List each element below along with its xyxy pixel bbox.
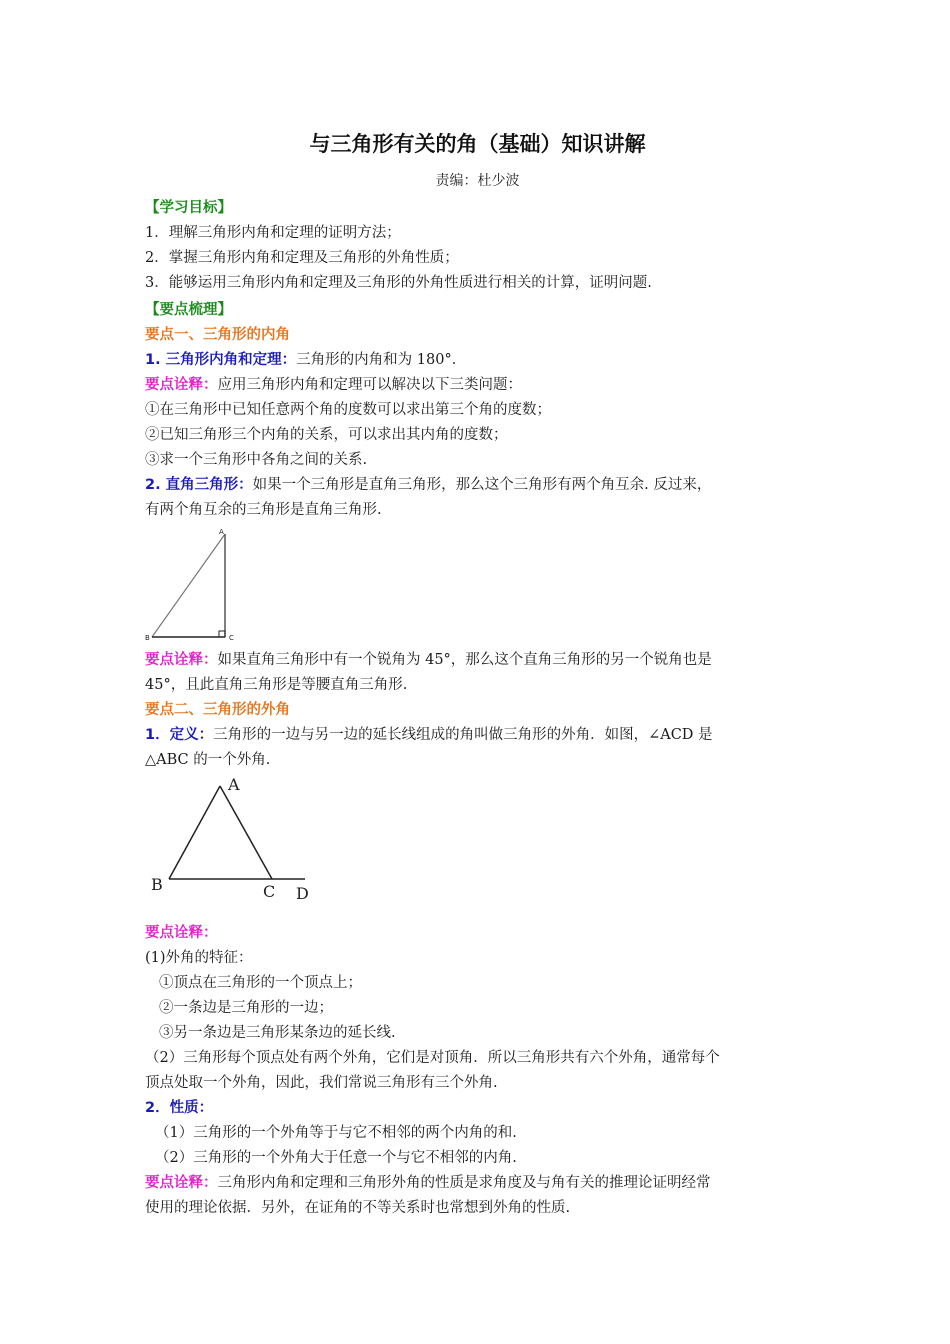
use-item: ②已知三角形三个内角的关系，可以求出其内角的度数； bbox=[145, 427, 508, 443]
vertex-label-a: A bbox=[219, 528, 224, 536]
vertex-label-d: D bbox=[296, 884, 309, 903]
right-triangle-text: 如果一个三角形是直角三角形，那么这个三角形有两个角互余. 反过来， bbox=[252, 477, 712, 493]
vertex-label-b: B bbox=[151, 875, 163, 894]
right-triangle-line bbox=[145, 476, 810, 494]
note2-label: 要点诠释： bbox=[145, 652, 218, 668]
definition-line bbox=[145, 726, 810, 744]
note-text: 应用三角形内角和定理可以解决以下三类问题： bbox=[217, 377, 522, 393]
right-triangle-figure bbox=[145, 526, 245, 644]
note3-text: 三角形内角和定理和三角形外角的性质是求角度及与角有关的推理论证明经常 bbox=[217, 1175, 711, 1191]
theorem-label: 1. 三角形内角和定理： bbox=[145, 352, 297, 368]
right-triangle-text-2: 有两个角互余的三角形是直角三角形. bbox=[145, 502, 382, 518]
use-item: ③求一个三角形中各角之间的关系. bbox=[145, 452, 368, 468]
vertex-label-c: C bbox=[263, 882, 276, 901]
author-line: 责编：杜少波 bbox=[435, 173, 520, 189]
feature-item: ②一条边是三角形的一边； bbox=[159, 1000, 333, 1016]
right-triangle-label: 2. 直角三角形： bbox=[145, 477, 253, 493]
count-text-2: 顶点处取一个外角，因此，我们常说三角形有三个外角. bbox=[145, 1075, 498, 1091]
summary-heading: 【要点梳理】 bbox=[145, 302, 232, 318]
objective-item: 2．掌握三角形内角和定理及三角形的外角性质； bbox=[145, 250, 459, 266]
point2-heading: 要点二、三角形的外角 bbox=[145, 702, 290, 718]
note-line bbox=[145, 376, 810, 394]
theorem-line bbox=[145, 351, 810, 369]
note3-line bbox=[145, 1174, 810, 1192]
use-item: ①在三角形中已知任意两个角的度数可以求出第三个角的度数； bbox=[145, 402, 551, 418]
features-heading: (1)外角的特征： bbox=[145, 950, 253, 966]
point1-heading: 要点一、三角形的内角 bbox=[145, 327, 290, 343]
count-text-1: （2）三角形每个顶点处有两个外角，它们是对顶角．所以三角形共有六个外角，通常每个 bbox=[145, 1050, 720, 1066]
feature-item: ①顶点在三角形的一个顶点上； bbox=[159, 975, 362, 991]
vertex-label-a: A bbox=[228, 775, 240, 794]
definition-text: 三角形的一边与另一边的延长线组成的角叫做三角形的外角．如图，∠ACD 是 bbox=[213, 727, 713, 743]
property-heading: 2．性质： bbox=[145, 1100, 214, 1116]
objective-item: 1．理解三角形内角和定理的证明方法； bbox=[145, 225, 401, 241]
vertex-label-c: C bbox=[229, 634, 234, 642]
definition-label: 1．定义： bbox=[145, 727, 214, 743]
property-item: （2）三角形的一个外角大于任意一个与它不相邻的内角. bbox=[155, 1150, 517, 1166]
theorem-text: 三角形的内角和为 180°． bbox=[296, 352, 467, 368]
note2-text-2: 45°，且此直角三角形是等腰直角三角形. bbox=[145, 677, 408, 693]
note-label: 要点诠释： bbox=[145, 377, 218, 393]
note3-text-2: 使用的理论依据．另外，在证角的不等关系时也常想到外角的性质. bbox=[145, 1200, 571, 1216]
note2-text: 如果直角三角形中有一个锐角为 45°，那么这个直角三角形的另一个锐角也是 bbox=[217, 652, 712, 668]
vertex-label-b: B bbox=[145, 634, 150, 642]
note-label-2: 要点诠释： bbox=[145, 925, 218, 941]
note2-line bbox=[145, 651, 810, 669]
note3-label: 要点诠释： bbox=[145, 1175, 218, 1191]
exterior-angle-figure bbox=[145, 772, 325, 904]
definition-text-2: △ABC 的一个外角. bbox=[145, 752, 271, 768]
objective-item: 3．能够运用三角形内角和定理及三角形的外角性质进行相关的计算，证明问题. bbox=[145, 275, 652, 291]
feature-item: ③另一条边是三角形某条边的延长线. bbox=[159, 1025, 396, 1041]
page-title: 与三角形有关的角（基础）知识讲解 bbox=[309, 132, 646, 156]
property-item: （1）三角形的一个外角等于与它不相邻的两个内角的和. bbox=[155, 1125, 517, 1141]
objectives-heading: 【学习目标】 bbox=[145, 200, 232, 216]
